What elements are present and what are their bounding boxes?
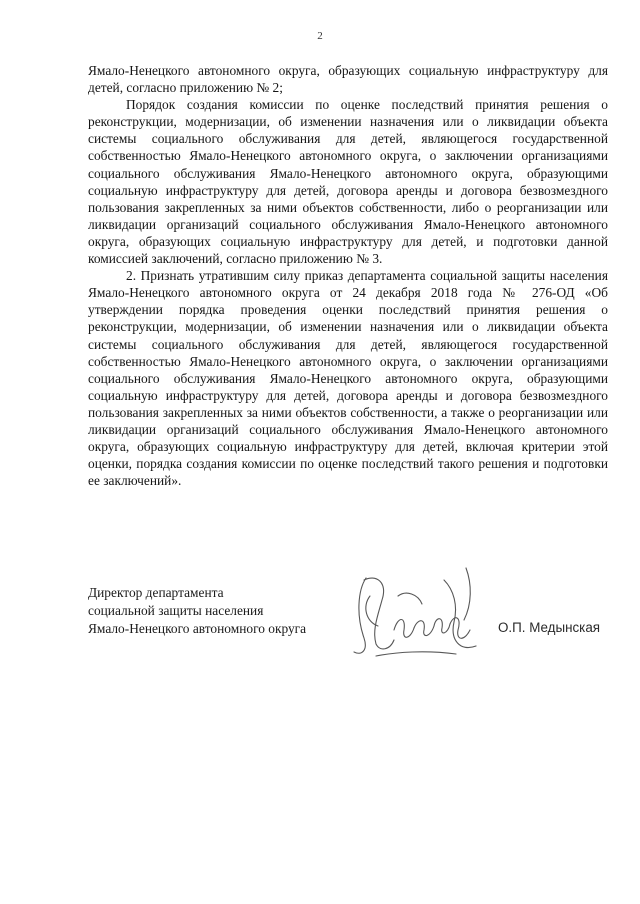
handwritten-signature: [336, 560, 496, 670]
signer-title-line: Директор департамента: [88, 585, 224, 600]
document-body: [88, 62, 608, 489]
body-paragraph: Ямало-Ненецкого автономного округа, образующих социальную инфраструктуру для детей, согласно приложению № 2;: [88, 63, 608, 96]
signer-title-line: Ямало-Ненецкого автономного округа: [88, 621, 307, 636]
body-paragraph: Порядок создания комиссии по оценке последствий принятия решения о реконструкции, модернизации, об изменении назначения или о ликвидации объекта системы социального обслуживания для детей, являющегося государственной собственностью Ямало-Ненецкого автономного округа, о заключении организациями социального обслуживания Ямало-Ненецкого автономного округа, образующими социальную инфраструктуру для детей, договора аренды и договора безвозмездного пользования закрепленных за ними объектов собственности, либо о реорганизации или ликвидации организаций социального обслуживания Ямало-Ненецкого автономного округа, образующих социальную инфраструктуру для детей, и подготовки данной комиссией заключений, согласно приложению № 3.: [88, 97, 608, 267]
signer-name: О.П. Медынская: [498, 620, 601, 635]
page-number: 2: [317, 30, 323, 42]
signer-title-line: социальной защиты населения: [88, 603, 264, 618]
body-paragraph: 2. Признать утратившим силу приказ департамента социальной защиты населения Ямало-Ненецкого автономного округа от 24 декабря 2018 года № 276-ОД «Об утверждении порядка проведения оценки последствий принятия решения о реконструкции, модернизации, об изменении назначения или о ликвидации объекта системы социального обслуживания для детей, являющегося государственной собственностью Ямало-Ненецкого автономного округа, о заключении организациями социального обслуживания Ямало-Ненецкого автономного округа, образующими социальную инфраструктуру для детей, договора аренды и договора безвозмездного пользования закрепленных за ними объектов собственности, а также о реорганизации или ликвидации организаций социального обслуживания Ямало-Ненецкого автономного округа, образующих социальную инфраструктуру для детей, включая критерии этой оценки, порядка создания комиссии по оценке последствий такого решения и подготовки ее заключений».: [88, 268, 608, 489]
